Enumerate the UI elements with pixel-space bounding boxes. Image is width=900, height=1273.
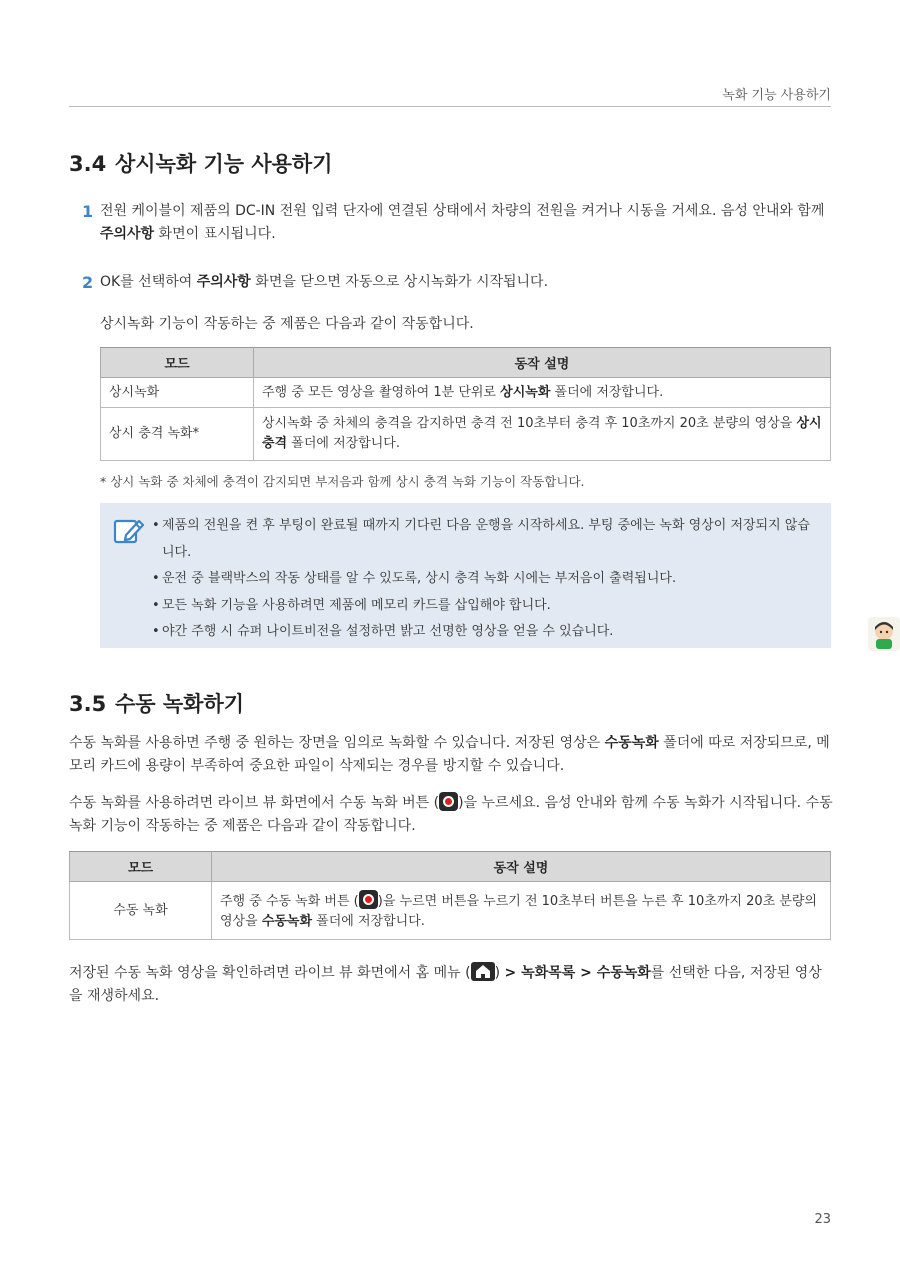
table-cell-desc: 상시녹화 중 차체의 충격을 감지하면 충격 전 10초부터 충격 후 10초까지 20초 분량의 영상을 상시충격 폴더에 저장합니다.	[254, 408, 831, 461]
note-item: • 제품의 전원을 켠 후 부팅이 완료될 때까지 기다린 다음 운행을 시작하세요. 부팅 중에는 녹화 영상이 저장되지 않습니다.	[152, 513, 812, 566]
section-title-3-4	[69, 148, 332, 178]
page-number: 23	[814, 1212, 831, 1227]
section-title-3-5	[69, 688, 244, 718]
record-button-icon	[359, 890, 378, 909]
table-header-mode: 모드	[101, 348, 254, 378]
table-header-desc: 동작 설명	[254, 348, 831, 378]
note-box	[100, 503, 831, 648]
table-header-desc: 동작 설명	[212, 852, 831, 882]
mode-table-manual	[69, 851, 831, 940]
intro-text: 상시녹화 기능이 작동하는 중 제품은 다음과 같이 작동합니다.	[100, 316, 474, 332]
paragraph: 저장된 수동 녹화 영상을 확인하려면 라이브 뷰 화면에서 홈 메뉴 ( ) > 녹화목록 > 수동녹화를 선택한 다음, 저장된 영상을 재생하세요.	[69, 962, 834, 1008]
paragraph: 수동 녹화를 사용하려면 라이브 뷰 화면에서 수동 녹화 버튼 ( )을 누르세요. 음성 안내와 함께 수동 녹화가 시작됩니다. 수동 녹화 기능이 작동하는 중 제품은 다음과 같이 작동합니다.	[69, 792, 834, 838]
note-item: • 모든 녹화 기능을 사용하려면 제품에 메모리 카드를 삽입해야 합니다.	[152, 593, 812, 620]
table-cell-mode: 상시녹화	[101, 378, 254, 408]
record-button-icon	[439, 792, 458, 811]
step-text: OK를 선택하여 주의사항 화면을 닫으면 자동으로 상시녹화가 시작됩니다.	[100, 274, 549, 290]
section-number: 3.4	[69, 152, 107, 176]
note-item: • 야간 주행 시 슈퍼 나이트비전을 설정하면 밝고 선명한 영상을 얻을 수 있습니다.	[152, 619, 812, 646]
step-1	[82, 200, 832, 246]
note-list	[152, 513, 812, 646]
header-divider	[69, 106, 831, 107]
table-row	[70, 882, 831, 940]
table-cell-mode: 수동 녹화	[70, 882, 212, 940]
table-cell-desc: 주행 중 모든 영상을 촬영하여 1분 단위로 상시녹화 폴더에 저장합니다.	[254, 378, 831, 408]
footnote: * 상시 녹화 중 차체에 충격이 감지되면 부저음과 함께 상시 충격 녹화 기능이 작동합니다.	[100, 474, 585, 489]
mode-table-continuous	[100, 347, 831, 461]
step-number: 1	[82, 202, 94, 221]
note-pencil-icon	[112, 513, 146, 547]
table-cell-desc: 주행 중 수동 녹화 버튼 ( )을 누르면 버튼을 누르기 전 10초부터 버튼을 누른 후 10초까지 20초 분량의 영상을 수동녹화 폴더에 저장합니다.	[212, 882, 831, 940]
table-cell-mode: 상시 충격 녹화*	[101, 408, 254, 461]
table-header-mode: 모드	[70, 852, 212, 882]
mascot-icon	[868, 617, 900, 651]
table-row	[101, 378, 831, 408]
step-2	[82, 271, 832, 294]
paragraph: 수동 녹화를 사용하면 주행 중 원하는 장면을 임의로 녹화할 수 있습니다. 저장된 영상은 수동녹화 폴더에 따로 저장되므로, 메모리 카드에 용량이 부족하여 중요한 파일이 삭제되는 경우를 방지할 수 있습니다.	[69, 735, 830, 774]
section-title-text: 상시녹화 기능 사용하기	[115, 152, 333, 176]
section-title-text: 수동 녹화하기	[115, 692, 245, 716]
step-text: 전원 케이블이 제품의 DC-IN 전원 입력 단자에 연결된 상태에서 차량의 전원을 켜거나 시동을 거세요. 음성 안내와 함께 주의사항 화면이 표시됩니다.	[100, 203, 825, 242]
step-number: 2	[82, 273, 94, 292]
note-item: • 운전 중 블랙박스의 작동 상태를 알 수 있도록, 상시 충격 녹화 시에는 부저음이 출력됩니다.	[152, 566, 812, 593]
table-row	[101, 408, 831, 461]
running-header: 녹화 기능 사용하기	[722, 88, 831, 103]
section-number: 3.5	[69, 692, 107, 716]
home-icon	[471, 962, 495, 981]
